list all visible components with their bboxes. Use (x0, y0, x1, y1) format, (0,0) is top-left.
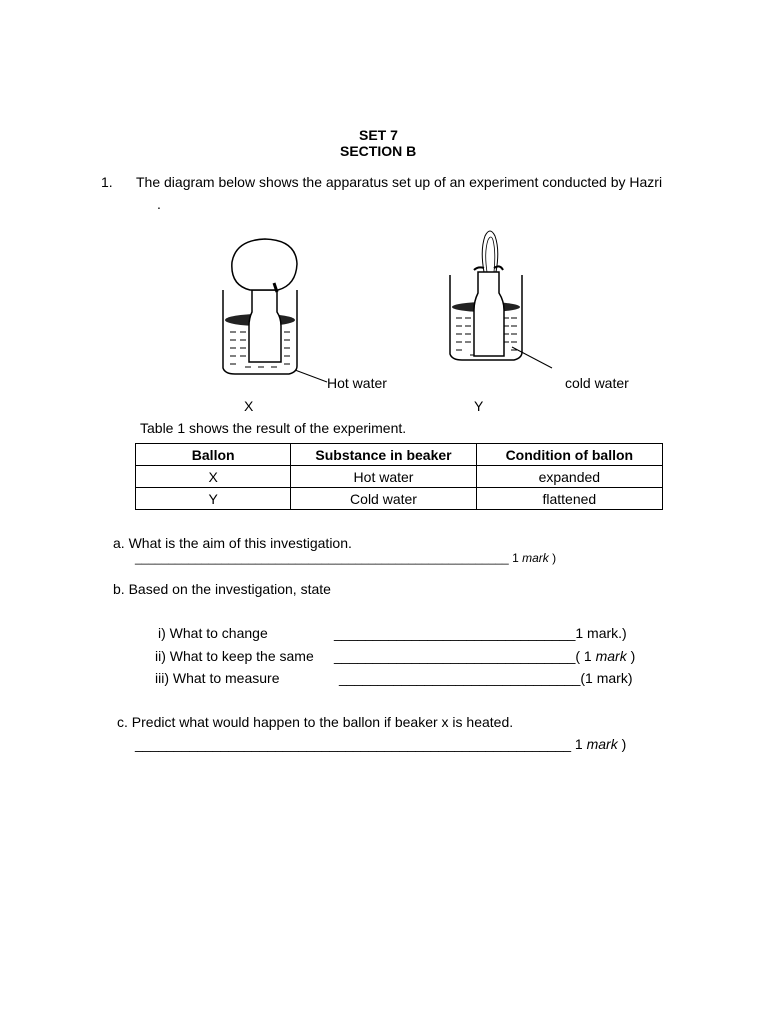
set-title: SET 7 (359, 127, 398, 143)
header-ballon: Ballon (136, 444, 291, 466)
bottle-x (249, 290, 281, 362)
mark-open: ( 1 (575, 648, 592, 664)
table-header-row (136, 444, 663, 466)
table-cell: expanded (476, 466, 662, 488)
part-b-item-3-answer[interactable] (339, 670, 633, 686)
part-a-question: a. What is the aim of this investigation. (113, 535, 352, 551)
mark-label: (1 mark) (580, 670, 633, 686)
header-substance: Substance in beaker (291, 444, 476, 466)
beaker-y-label: Y (474, 398, 484, 414)
part-a-answer-line[interactable] (135, 551, 556, 565)
answer-line: _______________________________ (334, 648, 576, 664)
part-c-question: c. Predict what would happen to the ballon if beaker x is heated. (117, 714, 514, 730)
question-text: The diagram below shows the apparatus set up of an experiment conducted by Hazri (136, 174, 663, 190)
part-b-item-3-label: iii) What to measure (155, 670, 280, 686)
answer-line: _______________________________ (334, 625, 576, 641)
table-cell: Hot water (291, 466, 476, 488)
question-trailing-dot: . (157, 196, 161, 212)
answer-line: _______________________________ (339, 670, 581, 686)
part-c-answer-line[interactable] (135, 736, 626, 752)
part-b-item-2-answer[interactable] (334, 648, 635, 664)
table-row (136, 466, 663, 488)
table-cell: flattened (476, 488, 662, 510)
question-number: 1. (101, 174, 113, 190)
table-caption: Table 1 shows the result of the experiment. (140, 420, 407, 436)
mark-word: mark (522, 551, 549, 565)
section-title: SECTION B (340, 143, 417, 159)
part-b-question: b. Based on the investigation, state (113, 581, 331, 597)
table-row (136, 488, 663, 510)
cold-water-label: cold water (565, 375, 629, 391)
mark-close: ) (621, 736, 627, 752)
apparatus-diagram (0, 0, 768, 420)
table-cell: X (136, 466, 291, 488)
part-b-item-1-label: i) What to change (158, 625, 268, 641)
mark-number: 1 (574, 736, 583, 752)
mark-close: ) (630, 648, 636, 664)
results-table (135, 443, 663, 510)
part-b-item-1-answer[interactable] (334, 625, 627, 641)
mark-close: ) (552, 551, 557, 565)
table-cell: Cold water (291, 488, 476, 510)
answer-line: ________________________________________________________ (135, 551, 509, 565)
mark-word: mark (586, 736, 618, 752)
answer-line: ________________________________________________________ (135, 736, 572, 752)
mark-label: 1 mark.) (575, 625, 627, 641)
mark-word: mark (595, 648, 627, 664)
table-cell: Y (136, 488, 291, 510)
header-condition: Condition of ballon (476, 444, 662, 466)
part-b-item-2-label: ii) What to keep the same (155, 648, 314, 664)
beaker-x-label: X (244, 398, 254, 414)
bottle-y (474, 272, 504, 356)
balloon-x-expanded (232, 239, 297, 290)
hot-water-label: Hot water (327, 375, 387, 391)
mark-number: 1 (512, 551, 519, 565)
